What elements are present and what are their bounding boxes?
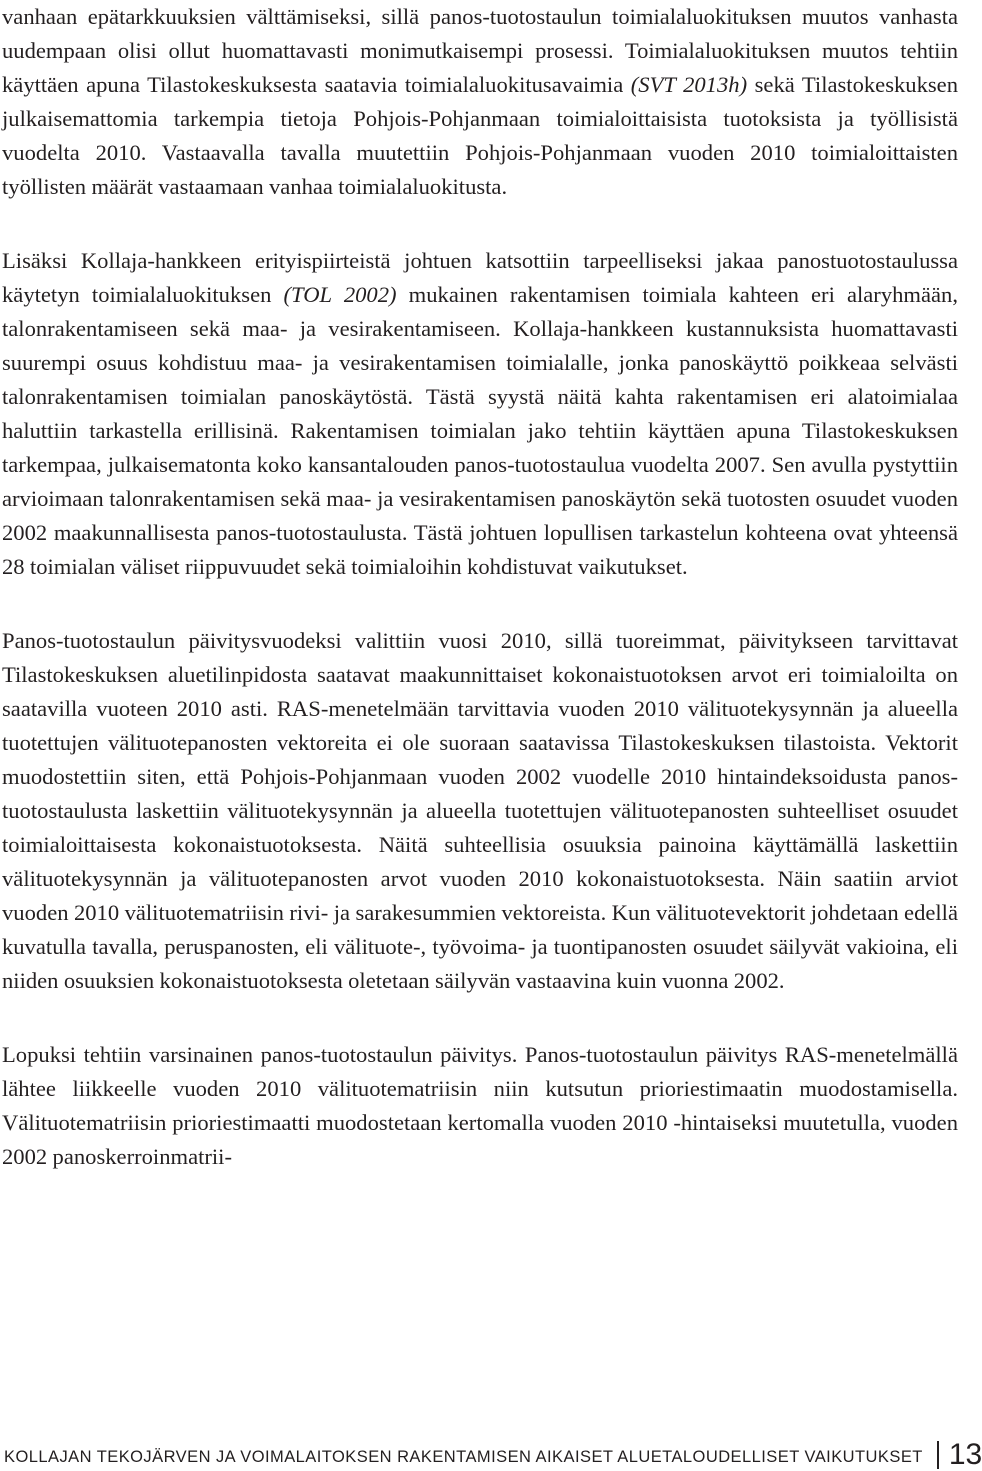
- page-number: 13: [948, 1438, 982, 1471]
- paragraph-1-text-b: sekä Tilastokeskuksen julkaisemattomia tarkempia tietoja Pohjois-Pohjanmaan toimialoittaisista tuotoksista ja työllisistä vuodelta 2010. Vastaavalla tavalla muutettiin Pohjois-Pohjanmaan vuoden 2010 toimialoittaisten työllisten määrät vastaamaan vanhaa toimialaluokitusta.: [2, 72, 958, 199]
- citation-svt-2013h: (SVT 2013h): [630, 72, 748, 97]
- paragraph-2: [2, 244, 958, 584]
- paragraph-1-text-a: vanhaan epätarkkuuksien välttämiseksi, sillä panos-tuotostaulun toimialaluokituksen muutos vanhasta uudempaan olisi ollut huomattavasti monimutkaisempi prosessi. Toimialaluokituksen muutos tehtiin käyttäen apuna Tilastokeskuksesta saatavia toimialaluokitusavaimia: [2, 4, 958, 97]
- paragraph-2-text-a: Lisäksi Kollaja-hankkeen erityispiirteistä johtuen katsottiin tarpeelliseksi jakaa panostuotostaulussa käytetyn toimialaluokituksen: [2, 248, 958, 307]
- paragraph-3-text: Panos-tuotostaulun päivitysvuodeksi valittiin vuosi 2010, sillä tuoreimmat, päivitykseen tarvittavat Tilastokeskuksen aluetilinpidosta saatavat maakunnittaiset kokonaistuotoksen arvot eri toimialoilta on saatavilla vuoteen 2010 asti. RAS-menetelmään tarvittavia vuoden 2010 välituotekysynnän ja alueella tuotettujen välituotepanosten vektoreita ei ole suoraan saatavissa Tilastokeskuksen tilastoista. Vektorit muodostettiin siten, että Pohjois-Pohjanmaan vuoden 2002 vuodelle 2010 hintaindeksoidusta panostuotostaulusta laskettiin välituotekysynnän ja alueella tuotettujen välituotepanosten suhteelliset osuudet toimialoittaisesta kokonaistuotoksesta. Näitä suhteellisia osuuksia painoina käyttämällä laskettiin välituotekysynnän ja välituotepanosten arvot vuoden 2010 kokonaistuotoksesta. Näin saatiin arviot vuoden 2010 välituotematriisin rivi- ja sarakesummien vektoreista. Kun välituotevektorit johdetaan edellä kuvatulla tavalla, peruspanosten, eli välituote-, työvoima- ja tuontipanosten osuudet säilyvät vakioina, eli niiden osuuksien kokonaistuotoksesta oletetaan säilyvän vastaavina kuin vuonna 2002.: [2, 628, 958, 993]
- footer-page-marker: [923, 1438, 982, 1471]
- footer-title: KOLLAJAN TEKOJÄRVEN JA VOIMALAITOKSEN RAKENTAMISEN AIKAISET ALUETALOUDELLISET VAIKUTUKSET: [4, 1448, 923, 1466]
- footer-divider: [937, 1441, 939, 1469]
- paragraph-3: [2, 624, 958, 998]
- page-footer: [4, 1437, 982, 1471]
- citation-tol-2002: (TOL 2002): [283, 282, 397, 307]
- paragraph-4: [2, 1038, 958, 1174]
- document-body: [2, 0, 958, 1174]
- paragraph-1: [2, 0, 958, 204]
- paragraph-4-text: Lopuksi tehtiin varsinainen panos-tuotostaulun päivitys. Panos-tuotostaulun päivitys RAS-menetelmällä lähtee liikkeelle vuoden 2010 välituotematriisin niin kutsutun prioriestimaatin muodostamisella. Välituotematriisin prioriestimaatti muodostetaan kertomalla vuoden 2010 -hintaiseksi muutetulla, vuoden 2002 panoskerroinmatrii-: [2, 1042, 958, 1169]
- paragraph-2-text-b: mukainen rakentamisen toimiala kahteen eri alaryhmään, talonrakentamiseen sekä maa- ja vesirakentamiseen. Kollaja-hankkeen kustannuksista huomattavasti suurempi osuus kohdistuu maa- ja vesirakentamisen toimialalle, jonka panoskäyttö poikkeaa selvästi talonrakentamisen toimialan panoskäytöstä. Tästä syystä näitä kahta rakentamisen eri alatoimialaa haluttiin tarkastella erillisinä. Rakentamisen toimialan jako tehtiin käyttäen apuna Tilastokeskuksen tarkempaa, julkaisematonta koko kansantalouden panos-tuotostaulua vuodelta 2007. Sen avulla pystyttiin arvioimaan talonrakentamisen sekä maa- ja vesirakentamisen panoskäytön sekä tuotosten osuudet vuoden 2002 maakunnallisesta panos-tuotostaulusta. Tästä johtuen lopullisen tarkastelun kohteena ovat yhteensä 28 toimialan väliset riippuvuudet sekä toimialoihin kohdistuvat vaikutukset.: [2, 282, 958, 579]
